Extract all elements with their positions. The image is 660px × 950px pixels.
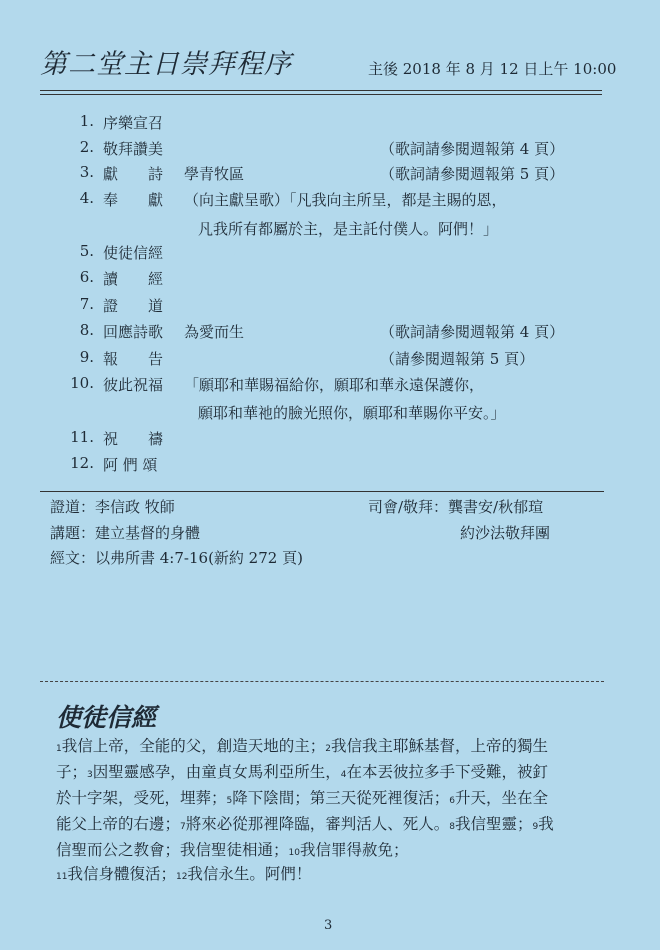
verse-number: 7 (180, 822, 186, 832)
creed-text: 我信上帝，全能的父，創造天地的主； (61, 737, 326, 755)
offering-song-line-2: 凡我所有都屬於主，是主託付僕人。阿們！」 (198, 220, 499, 238)
verse-number: 2 (325, 744, 331, 754)
item-note: （歌詞請參閱週報第 4 頁） (380, 140, 565, 158)
creed-line (56, 760, 548, 782)
verse-number: 6 (449, 796, 455, 806)
program-item (0, 163, 660, 189)
item-note: （歌詞請參閱週報第 5 頁） (380, 165, 565, 183)
verse-number: 12 (175, 872, 188, 882)
creed-text: 我信聖靈； (455, 815, 533, 833)
verse-number: 5 (226, 796, 233, 806)
item-name: 獻 詩 (103, 165, 164, 183)
program-item (0, 295, 660, 321)
creed-text: 我 (538, 815, 554, 833)
creed-line (56, 862, 311, 884)
creed-text: 能父上帝的右邊； (56, 815, 181, 833)
program-item (0, 428, 660, 454)
program-item (0, 348, 660, 374)
item-note: （請參閱週報第 5 頁） (380, 350, 535, 368)
item-number: 6. (79, 268, 94, 286)
verse-number: 3 (87, 770, 93, 780)
program-item (0, 112, 660, 138)
verse-number: 1 (56, 744, 62, 754)
program-item (0, 374, 660, 400)
item-number: 3. (79, 163, 94, 181)
item-number: 9. (79, 348, 94, 366)
verse-number: 8 (449, 822, 455, 832)
creed-text: 於十字架，受死，埋葬； (56, 789, 227, 807)
creed-text: 我信罪得赦免； (299, 841, 409, 859)
item-name: 彼此祝福 (103, 376, 164, 394)
info-divider (40, 491, 604, 492)
creed-text: 因聖靈感孕，由童貞女馬利亞所生， (92, 763, 341, 781)
creed-text: 我信身體復活； (67, 865, 176, 883)
verse-number: 11 (56, 872, 68, 882)
item-detail: 學青牧區 (184, 165, 245, 183)
item-number: 7. (79, 295, 94, 313)
program-item (0, 321, 660, 347)
page-number: 3 (324, 918, 333, 933)
item-name: 序樂宣召 (103, 114, 164, 132)
item-number: 2. (79, 138, 94, 156)
item-name: 使徒信經 (103, 244, 164, 262)
item-note: （歌詞請參閱週報第 4 頁） (380, 323, 565, 341)
program-item (0, 268, 660, 294)
item-number: 4. (79, 189, 94, 207)
verse-number: 10 (288, 848, 300, 858)
item-name: 奉 獻 (103, 191, 164, 209)
scripture-reference: 經文：以弗所書 4:7-16(新約 272 頁) (50, 549, 303, 567)
blessing-line-2: 願耶和華祂的臉光照你，願耶和華賜你平安。」 (198, 404, 506, 422)
creed-line (56, 812, 554, 834)
item-number: 5. (79, 242, 94, 260)
item-detail: （向主獻呈歌）「凡我向主所呈，都是主賜的恩， (184, 191, 507, 209)
item-name: 報 告 (103, 350, 164, 368)
page-title: 第二堂主日崇拜程序 (40, 49, 292, 80)
creed-text: 子； (56, 763, 88, 781)
creed-text: 在本丟彼拉多手下受難，被釘 (346, 763, 549, 781)
creed-title: 使徒信經 (56, 703, 157, 732)
service-leaders: 司會/敬拜：龔書安/秋郁瑄 (368, 498, 544, 516)
creed-line (56, 838, 408, 860)
section-dashed-rule (40, 681, 604, 682)
sermon-topic: 講題：建立基督的身體 (50, 524, 201, 542)
header-double-rule (40, 90, 602, 95)
item-name: 祝 禱 (103, 430, 164, 448)
verse-number: 9 (532, 822, 539, 832)
creed-text: 升天，坐在全 (455, 789, 549, 807)
program-item (0, 242, 660, 268)
program-item (0, 454, 660, 480)
verse-number: 4 (340, 770, 347, 780)
creed-text: 我信永生。阿們！ (187, 865, 312, 883)
worship-team: 約沙法敬拜團 (460, 524, 551, 542)
item-name: 回應詩歌 (103, 323, 164, 341)
creed-line (56, 734, 548, 756)
item-name: 阿 們 頌 (103, 456, 158, 474)
service-datetime: 主後 2018 年 8 月 12 日上午 10:00 (368, 60, 617, 78)
program-item (0, 138, 660, 164)
item-detail: 「願耶和華賜福給你，願耶和華永遠保護你， (184, 376, 485, 394)
creed-text: 降下陰間；第三天從死裡復活； (232, 789, 450, 807)
creed-line (56, 786, 548, 808)
item-number: 12. (70, 454, 94, 472)
preacher: 證道：李信政 牧師 (50, 498, 175, 516)
item-name: 證 道 (103, 297, 164, 315)
item-number: 1. (79, 112, 94, 130)
item-number: 10. (70, 374, 94, 392)
item-number: 11. (70, 428, 94, 446)
creed-text: 信聖而公之教會；我信聖徒相通； (56, 841, 289, 859)
creed-text: 將來必從那裡降臨，審判活人、死人。 (185, 815, 450, 833)
creed-text: 我信我主耶穌基督，上帝的獨生 (330, 737, 548, 755)
item-name: 讀 經 (103, 270, 164, 288)
item-number: 8. (79, 321, 94, 339)
item-detail: 為愛而生 (184, 323, 245, 341)
program-item (0, 189, 660, 215)
item-name: 敬拜讚美 (103, 140, 164, 158)
